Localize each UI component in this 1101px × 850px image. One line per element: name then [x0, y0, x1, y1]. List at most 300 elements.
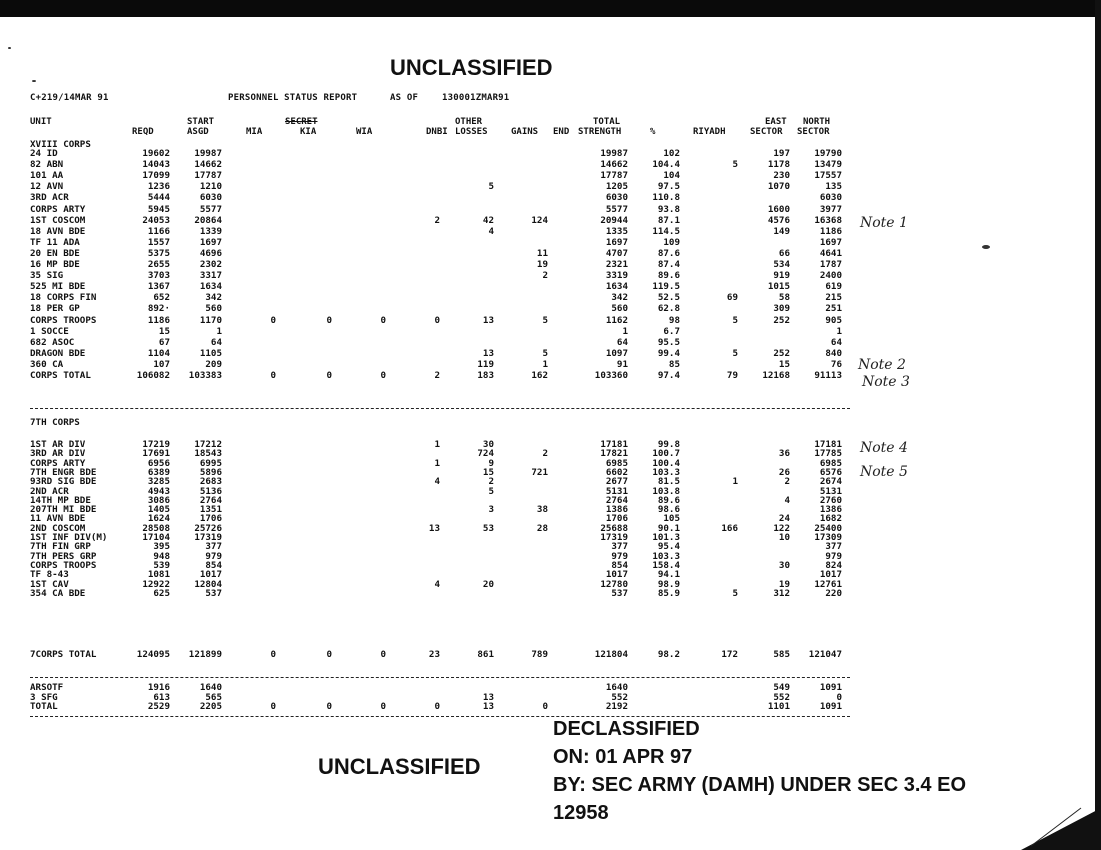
- cell-asgd: 1210: [199, 181, 222, 193]
- cell-total-strength: 1097: [605, 347, 628, 359]
- classification-banner-bottom: UNCLASSIFIED: [318, 754, 481, 779]
- cell-percent: 87.4: [657, 259, 680, 270]
- cell-unit: 354 CA BDE: [30, 587, 86, 599]
- cell-east-sector: 30: [778, 559, 790, 571]
- cell-gains: 28: [536, 522, 548, 534]
- cell-reqd: 17219: [142, 439, 170, 450]
- cell-asgd: 1706: [199, 513, 222, 525]
- cell-total-strength: 5131: [605, 485, 628, 497]
- cell-total-strength: 17787: [600, 170, 628, 182]
- cell-riyadh: 5: [732, 159, 738, 171]
- cell-north-sector: 2674: [819, 476, 842, 488]
- cell-reqd: 5444: [147, 192, 170, 204]
- cell-other-losses: 9: [488, 457, 494, 469]
- cell-gains: 789: [531, 649, 548, 660]
- cell-unit: 93RD SIG BDE: [30, 476, 97, 488]
- cell-north-sector: 377: [825, 541, 842, 553]
- classification-banner-top: UNCLASSIFIED: [390, 55, 553, 80]
- cell-asgd: 1: [216, 325, 222, 337]
- cell-east-sector: 4576: [767, 214, 790, 226]
- cell-reqd: 107: [153, 358, 170, 370]
- table-row: [30, 216, 860, 225]
- cell-asgd: 25726: [194, 522, 222, 534]
- cell-east-sector: 552: [773, 691, 790, 703]
- cell-other-losses: 20: [482, 578, 494, 590]
- cell-asgd: 4696: [199, 247, 222, 259]
- cell-east-sector: 1600: [767, 203, 790, 215]
- cell-dnbi: 4: [434, 476, 440, 488]
- cell-kia: 0: [326, 314, 332, 326]
- table-row: [30, 227, 860, 236]
- cell-asgd: 12804: [194, 578, 222, 590]
- cell-reqd: 17104: [142, 532, 170, 543]
- cell-reqd: 652: [153, 292, 170, 304]
- cell-reqd: 6389: [147, 466, 170, 478]
- cell-east-sector: 2: [784, 476, 790, 488]
- cell-unit: 1ST CAV: [30, 578, 69, 590]
- cell-percent: 98.6: [657, 504, 680, 516]
- cell-reqd: 1557: [147, 236, 170, 248]
- col-strength: STRENGTH: [578, 127, 622, 137]
- cell-unit: 18 AVN BDE: [30, 225, 86, 237]
- cell-north-sector: 64: [830, 336, 842, 348]
- col-north-sector: SECTOR: [797, 127, 830, 137]
- cell-total-strength: 537: [611, 587, 628, 599]
- cell-gains: 0: [542, 701, 548, 713]
- cell-north-sector: 76: [830, 358, 842, 370]
- cell-reqd: 395: [153, 541, 170, 553]
- cell-unit: 16 MP BDE: [30, 259, 80, 270]
- scan-speck: [8, 47, 11, 49]
- cell-mia: 0: [270, 701, 276, 713]
- cell-north-sector: 17785: [814, 448, 842, 460]
- cell-unit: 101 AA: [30, 170, 64, 182]
- cell-gains: 5: [542, 347, 548, 359]
- cell-east-sector: 15: [778, 358, 790, 370]
- cell-reqd: 14043: [142, 159, 170, 171]
- cell-total-strength: 377: [611, 541, 628, 553]
- as-of-value: 130001ZMAR91: [442, 93, 510, 103]
- cell-percent: 98.2: [657, 649, 680, 660]
- cell-north-sector: 135: [825, 181, 842, 193]
- cell-asgd: 1017: [199, 569, 222, 581]
- cell-reqd: 2655: [147, 259, 170, 270]
- cell-reqd: 539: [153, 559, 170, 571]
- cell-percent: 95.4: [657, 541, 680, 553]
- report-title: PERSONNEL STATUS REPORT: [228, 93, 358, 103]
- scan-speck: [982, 245, 990, 249]
- cell-unit: 82 ABN: [30, 159, 64, 171]
- cell-north-sector: 91113: [814, 370, 842, 381]
- cell-reqd: 1081: [147, 569, 170, 581]
- cell-reqd: 15: [158, 325, 170, 337]
- cell-north-sector: 251: [825, 303, 842, 315]
- cell-total-strength: 12780: [600, 578, 628, 590]
- cell-reqd: 625: [153, 587, 170, 599]
- cell-north-sector: 5131: [819, 485, 842, 497]
- table-row: [30, 293, 860, 302]
- cell-asgd: 537: [205, 587, 222, 599]
- handwritten-note-3: Note 3: [862, 374, 910, 390]
- cell-total-strength: 64: [616, 336, 628, 348]
- cell-asgd: 17212: [194, 439, 222, 450]
- cell-percent: 110.8: [652, 192, 680, 204]
- handwritten-note-1: Note 1: [860, 215, 908, 231]
- col-kia: KIA: [300, 127, 317, 137]
- cell-reqd: 17099: [142, 170, 170, 182]
- cell-percent: 95.5: [657, 336, 680, 348]
- cell-percent: 158.4: [652, 559, 680, 571]
- cell-dnbi: 0: [434, 314, 440, 326]
- cell-north-sector: 12761: [814, 578, 842, 590]
- cell-reqd: 1916: [147, 682, 170, 693]
- cell-other-losses: 15: [482, 466, 494, 478]
- cell-north-sector: 619: [825, 281, 842, 293]
- cell-asgd: 17319: [194, 532, 222, 543]
- cell-unit: 24 ID: [30, 148, 58, 159]
- cell-percent: 97.4: [657, 370, 680, 381]
- cell-north-sector: 1: [836, 325, 842, 337]
- cell-north-sector: 16368: [814, 214, 842, 226]
- col-east: EAST: [765, 117, 787, 127]
- cell-total-strength: 854: [611, 559, 628, 571]
- cell-north-sector: 2760: [819, 494, 842, 506]
- cell-north-sector: 0: [836, 691, 842, 703]
- cell-gains: 162: [531, 370, 548, 381]
- cell-asgd: 121899: [188, 649, 222, 660]
- cell-gains: 2: [542, 270, 548, 282]
- cell-asgd: 6995: [199, 457, 222, 469]
- cell-percent: 93.8: [657, 203, 680, 215]
- cell-total-strength: 1017: [605, 569, 628, 581]
- cell-percent: 101.3: [652, 532, 680, 543]
- cell-asgd: 19987: [194, 148, 222, 159]
- table-row: [30, 338, 860, 347]
- cell-kia: 0: [326, 701, 332, 713]
- cell-reqd: 3086: [147, 494, 170, 506]
- cell-gains: 124: [531, 214, 548, 226]
- cell-unit: 1ST INF DIV(M): [30, 532, 108, 543]
- cell-percent: 109: [663, 236, 680, 248]
- cell-percent: 85.9: [657, 587, 680, 599]
- cell-reqd: 5945: [147, 203, 170, 215]
- cell-asgd: 5577: [199, 203, 222, 215]
- cell-north-sector: 17181: [814, 439, 842, 450]
- table-row: [30, 542, 860, 551]
- cell-reqd: 19602: [142, 148, 170, 159]
- cell-other-losses: 861: [477, 649, 494, 660]
- table-row: [30, 149, 860, 158]
- cell-mia: 0: [270, 314, 276, 326]
- table-row: [30, 477, 860, 486]
- cell-asgd: 377: [205, 541, 222, 553]
- cell-east-sector: 585: [773, 649, 790, 660]
- cell-asgd: 1339: [199, 225, 222, 237]
- table-row: [30, 449, 860, 458]
- cell-percent: 97.5: [657, 181, 680, 193]
- cell-unit: 682 ASOC: [30, 336, 75, 348]
- declassified-heading: DECLASSIFIED: [553, 718, 700, 740]
- cell-reqd: 67: [158, 336, 170, 348]
- scan-top-border: [0, 0, 1101, 17]
- cell-reqd: 1367: [147, 281, 170, 293]
- cell-reqd: 24053: [142, 214, 170, 226]
- cell-north-sector: 1787: [819, 259, 842, 270]
- table-row: [30, 282, 860, 291]
- cell-east-sector: 534: [773, 259, 790, 270]
- col-north: NORTH: [803, 117, 831, 127]
- cell-percent: 100.7: [652, 448, 680, 460]
- cell-unit: 35 SIG: [30, 270, 64, 282]
- cell-mia: 0: [270, 370, 276, 381]
- cell-total-strength: 6985: [605, 457, 628, 469]
- cell-east-sector: 12168: [762, 370, 790, 381]
- cell-north-sector: 1697: [819, 236, 842, 248]
- cell-percent: 89.6: [657, 494, 680, 506]
- cell-riyadh: 5: [732, 314, 738, 326]
- cell-reqd: 1624: [147, 513, 170, 525]
- cell-percent: 52.5: [657, 292, 680, 304]
- cell-total-strength: 1335: [605, 225, 628, 237]
- cell-percent: 103.3: [652, 466, 680, 478]
- col-gains: GAINS: [511, 127, 539, 137]
- cell-total-strength: 1205: [605, 181, 628, 193]
- col-total: TOTAL: [593, 117, 621, 127]
- cell-reqd: 948: [153, 550, 170, 562]
- cell-unit: 12 AVN: [30, 181, 64, 193]
- cell-asgd: 1697: [199, 236, 222, 248]
- cell-unit: 1ST COSCOM: [30, 214, 86, 226]
- declassified-authority: BY: SEC ARMY (DAMH) UNDER SEC 3.4 EO: [553, 774, 967, 796]
- cell-gains: 38: [536, 504, 548, 516]
- cell-mia: 0: [270, 649, 276, 660]
- cell-reqd: 12922: [142, 578, 170, 590]
- cell-total-strength: 91: [616, 358, 628, 370]
- cell-north-sector: 4641: [819, 247, 842, 259]
- table-row: [30, 316, 860, 325]
- cell-east-sector: 36: [778, 448, 790, 460]
- cell-percent: 105: [663, 513, 680, 525]
- cell-other-losses: 724: [477, 448, 494, 460]
- cell-riyadh: 79: [726, 370, 738, 381]
- cell-unit: 3RD AR DIV: [30, 448, 86, 460]
- table-row: [30, 304, 860, 313]
- cell-reqd: 4943: [147, 485, 170, 497]
- table-row: [30, 271, 860, 280]
- cell-north-sector: 1682: [819, 513, 842, 525]
- cell-percent: 6.7: [663, 325, 680, 337]
- cell-riyadh: 69: [726, 292, 738, 304]
- cell-percent: 89.6: [657, 270, 680, 282]
- cell-unit: 360 CA: [30, 358, 64, 370]
- cell-north-sector: 1186: [819, 225, 842, 237]
- handwritten-note-5: Note 5: [860, 464, 908, 480]
- cell-total-strength: 1162: [605, 314, 628, 326]
- cell-north-sector: 1091: [819, 682, 842, 693]
- cell-north-sector: 25400: [814, 522, 842, 534]
- cell-percent: 104: [663, 170, 680, 182]
- cell-north-sector: 121047: [808, 649, 842, 660]
- cell-asgd: 64: [210, 336, 222, 348]
- cell-other-losses: 5: [488, 181, 494, 193]
- cell-percent: 87.6: [657, 247, 680, 259]
- cell-dnbi: 2: [434, 214, 440, 226]
- cell-other-losses: 3: [488, 504, 494, 516]
- cell-reqd: 1166: [147, 225, 170, 237]
- cell-asgd: 1351: [199, 504, 222, 516]
- cell-total-strength: 17181: [600, 439, 628, 450]
- cell-east-sector: 19: [778, 578, 790, 590]
- cell-asgd: 565: [205, 691, 222, 703]
- cell-dnbi: 4: [434, 578, 440, 590]
- declassified-date: ON: 01 APR 97: [553, 746, 693, 768]
- cell-east-sector: 149: [773, 225, 790, 237]
- cell-total-strength: 552: [611, 691, 628, 703]
- cell-wia: 0: [380, 701, 386, 713]
- cell-unit: 3RD ACR: [30, 192, 69, 204]
- cell-other-losses: 5: [488, 485, 494, 497]
- col-secret-struck: SECRET: [285, 117, 318, 127]
- cell-total-strength: 1: [622, 325, 628, 337]
- cell-total-strength: 1386: [605, 504, 628, 516]
- cell-unit: TF 8-43: [30, 569, 69, 581]
- cell-asgd: 209: [205, 358, 222, 370]
- cell-north-sector: 840: [825, 347, 842, 359]
- table-row: [30, 182, 860, 191]
- col-riyadh: RIYADH: [693, 127, 726, 137]
- cell-east-sector: 252: [773, 314, 790, 326]
- cell-north-sector: 6030: [819, 192, 842, 204]
- cell-asgd: 2205: [199, 701, 222, 713]
- cell-asgd: 854: [205, 559, 222, 571]
- col-wia: WIA: [356, 127, 373, 137]
- cell-asgd: 1105: [199, 347, 222, 359]
- cell-unit: 2ND COSCOM: [30, 522, 86, 534]
- cell-asgd: 5136: [199, 485, 222, 497]
- cell-unit: CORPS ARTY: [30, 457, 86, 469]
- cell-reqd: 1236: [147, 181, 170, 193]
- cell-north-sector: 3977: [819, 203, 842, 215]
- col-other: OTHER: [455, 117, 483, 127]
- cell-east-sector: 4: [784, 494, 790, 506]
- cell-percent: 114.5: [652, 225, 680, 237]
- cell-unit: 7CORPS TOTAL: [30, 649, 97, 660]
- cell-total-strength: 121804: [594, 649, 628, 660]
- cell-east-sector: 252: [773, 347, 790, 359]
- cell-percent: 94.1: [657, 569, 680, 581]
- handwritten-note-2: Note 2: [858, 357, 906, 373]
- cell-percent: 87.1: [657, 214, 680, 226]
- cell-reqd: 892·: [147, 303, 170, 315]
- cell-asgd: 6030: [199, 192, 222, 204]
- table-row: [30, 260, 860, 269]
- cell-north-sector: 13479: [814, 159, 842, 171]
- cell-east-sector: 122: [773, 522, 790, 534]
- cell-unit: 18 CORPS FIN: [30, 292, 97, 304]
- cell-percent: 85: [668, 358, 680, 370]
- cell-kia: 0: [326, 370, 332, 381]
- cell-asgd: 1640: [199, 682, 222, 693]
- cell-total-strength: 1640: [605, 682, 628, 693]
- cell-total-strength: 14662: [600, 159, 628, 171]
- table-row: [30, 193, 860, 202]
- col-mia: MIA: [246, 127, 263, 137]
- cell-asgd: 1634: [199, 281, 222, 293]
- col-reqd: REQD: [132, 127, 154, 137]
- cell-asgd: 17787: [194, 170, 222, 182]
- cell-east-sector: 919: [773, 270, 790, 282]
- cell-reqd: 1104: [147, 347, 170, 359]
- cell-dnbi: 1: [434, 439, 440, 450]
- cell-riyadh: 5: [732, 587, 738, 599]
- cell-east-sector: 1178: [767, 159, 790, 171]
- cell-percent: 100.4: [652, 457, 680, 469]
- cell-unit: CORPS TOTAL: [30, 370, 91, 381]
- cell-other-losses: 13: [482, 347, 494, 359]
- cell-asgd: 560: [205, 303, 222, 315]
- cell-reqd: 2529: [147, 701, 170, 713]
- cell-total-strength: 4707: [605, 247, 628, 259]
- cell-total-strength: 6602: [605, 466, 628, 478]
- cell-wia: 0: [380, 314, 386, 326]
- cell-east-sector: 58: [778, 292, 790, 304]
- cell-unit: TF 11 ADA: [30, 236, 80, 248]
- cell-total-strength: 103360: [594, 370, 628, 381]
- cell-riyadh: 172: [721, 649, 738, 660]
- cell-kia: 0: [326, 649, 332, 660]
- cell-reqd: 3285: [147, 476, 170, 488]
- cell-north-sector: 215: [825, 292, 842, 304]
- col-losses: LOSSES: [455, 127, 488, 137]
- cell-total-strength: 20944: [600, 214, 628, 226]
- cell-asgd: 1170: [199, 314, 222, 326]
- cell-north-sector: 1017: [819, 569, 842, 581]
- scan-corner-fold: [1011, 800, 1101, 850]
- cell-percent: 99.8: [657, 439, 680, 450]
- cell-east-sector: 309: [773, 303, 790, 315]
- cell-unit: 7TH ENGR BDE: [30, 466, 97, 478]
- cell-total-strength: 17821: [600, 448, 628, 460]
- cell-total-strength: 17319: [600, 532, 628, 543]
- cell-asgd: 14662: [194, 159, 222, 171]
- cell-unit: 1ST AR DIV: [30, 439, 86, 450]
- col-asgd: ASGD: [187, 127, 209, 137]
- cell-total-strength: 560: [611, 303, 628, 315]
- divider: [30, 716, 850, 717]
- cell-north-sector: 2400: [819, 270, 842, 282]
- col-end: END: [553, 127, 570, 137]
- table-row: [30, 205, 860, 214]
- cell-total-strength: 19987: [600, 148, 628, 159]
- cell-unit: 1 SOCCE: [30, 325, 69, 337]
- cell-percent: 103.8: [652, 485, 680, 497]
- cell-other-losses: 2: [488, 476, 494, 488]
- cell-east-sector: 1101: [767, 701, 790, 713]
- cell-north-sector: 19790: [814, 148, 842, 159]
- cell-north-sector: 979: [825, 550, 842, 562]
- scan-speck: [32, 80, 36, 82]
- cell-north-sector: 17557: [814, 170, 842, 182]
- cell-unit: 3 SFG: [30, 691, 58, 703]
- cell-reqd: 1186: [147, 314, 170, 326]
- cell-riyadh: 1: [732, 476, 738, 488]
- cell-reqd: 28508: [142, 522, 170, 534]
- cell-reqd: 5375: [147, 247, 170, 259]
- cell-total-strength: 1634: [605, 281, 628, 293]
- table-row: [30, 238, 860, 247]
- cell-asgd: 2302: [199, 259, 222, 270]
- table-row: [30, 702, 860, 711]
